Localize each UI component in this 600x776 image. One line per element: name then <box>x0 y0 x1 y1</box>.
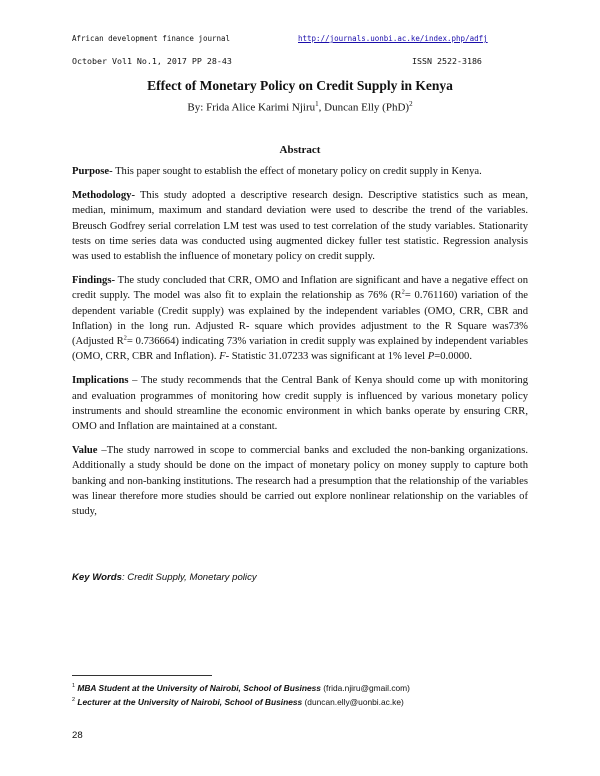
footnote-2-contact: (duncan.elly@uonbi.ac.ke) <box>302 697 404 707</box>
issue-info: October Vol1 No.1, 2017 PP 28-43 <box>72 56 232 66</box>
footnote-2-number: 2 <box>72 697 76 704</box>
findings-text-4: Statistic 31.07233 was significant at 1% level <box>229 351 428 363</box>
author-line <box>0 100 600 114</box>
footnote-2-label: Lecturer at the University of Nairobi, School of Business <box>77 697 303 707</box>
author-2-footnote-mark: 2 <box>409 100 413 108</box>
methodology-text: This study adopted a descriptive research design. Descriptive statistics such as mean, median, minimum, maximum and standard deviation were used to describe the trend of the variables. Breusch Godfrey serial correlation LM test was used to test correlation of the study variables. Stationarity tests on time series data was conducted using augmented dickey fuller test statistic. Regression analysis was used to establish the influence of monetary policy on credit supply. <box>72 190 528 263</box>
purpose-paragraph <box>72 164 528 179</box>
issn: ISSN 2522-3186 <box>412 56 482 66</box>
findings-p-symbol: P <box>427 351 435 363</box>
paper-title: Effect of Monetary Policy on Credit Supply in Kenya <box>147 78 453 93</box>
abstract-body <box>72 164 528 528</box>
author-separator: , <box>318 101 325 114</box>
purpose-text: This paper sought to establish the effect of monetary policy on credit supply in Kenya. <box>112 166 482 177</box>
abstract-heading: Abstract <box>279 144 321 156</box>
methodology-label: Methodology- <box>72 190 135 202</box>
findings-text-5: =0.0000. <box>434 351 472 363</box>
footnote-1-contact: (frida.njiru@gmail.com) <box>320 683 410 693</box>
author-1-footnote-mark: 1 <box>315 100 319 108</box>
findings-sup-1: 2 <box>401 288 405 296</box>
value-label: Value <box>72 445 98 457</box>
footnote-1 <box>72 683 410 693</box>
implications-text: – The study recommends that the Central Bank of Kenya should come up with monitoring and evaluation programmes of monitoring how credit supply is influenced by various monetary policy instruments and should streamline the economic environment in which banks operate by ensuring CRR, OMO and Inflation are maintained at a constant. <box>72 375 528 433</box>
footnote-1-number: 1 <box>72 683 76 690</box>
keywords-text: : Credit Supply, Monetary policy <box>121 572 257 583</box>
findings-f-symbol: F- <box>219 351 230 363</box>
implications-label: Implications <box>72 375 129 387</box>
author-2: Duncan Elly (PhD) <box>324 101 410 114</box>
findings-text-1: The study concluded that CRR, OMO and Inflation are significant and have a negative effect on credit supply. The model was also fit to explain the relationship as 76% (R <box>72 275 528 302</box>
value-paragraph <box>72 443 528 519</box>
findings-text-3: = 0.736664) indicating 73% variation in credit supply was explained by independent variables (OMO, CRR, CBR and Inflation). <box>72 336 528 363</box>
journal-name: African development finance journal <box>72 34 231 43</box>
keywords <box>72 572 257 583</box>
author-prefix: By: <box>187 101 207 114</box>
keywords-label: Key Words <box>72 572 122 583</box>
value-text: –The study narrowed in scope to commercial banks and excluded the non-banking organizations. Additionally a study should be done on the impact of monetary policy on money supply to capture both banking and non-banking institutions. The research had a presumption that the relationship of the variables was linear therefore more studies should be carried out explore nonlinear relationship on the variables of study, <box>72 445 528 518</box>
page-number: 28 <box>72 730 83 741</box>
findings-sup-2: 2 <box>123 334 127 342</box>
findings-label: Findings- <box>72 275 115 287</box>
purpose-label: Purpose- <box>72 166 113 177</box>
findings-paragraph <box>72 273 528 364</box>
footnote-divider <box>72 675 212 676</box>
methodology-paragraph <box>72 188 528 264</box>
footnote-2 <box>72 697 404 707</box>
journal-url-link[interactable]: http://journals.uonbi.ac.ke/index.php/adfj <box>298 34 488 43</box>
findings-text-2: = 0.761160) variation of the dependent variable (Credit supply) was explained by the independent variables (OMO, CRR, CBR and Inflation) in the long run. Adjusted R- square which provides adjustment to the R Square was73% (Adjusted R <box>72 290 528 348</box>
footnote-1-label: MBA Student at the University of Nairobi, School of Business <box>77 683 321 693</box>
author-1: Frida Alice Karimi Njiru <box>206 101 316 114</box>
implications-paragraph <box>72 373 528 434</box>
